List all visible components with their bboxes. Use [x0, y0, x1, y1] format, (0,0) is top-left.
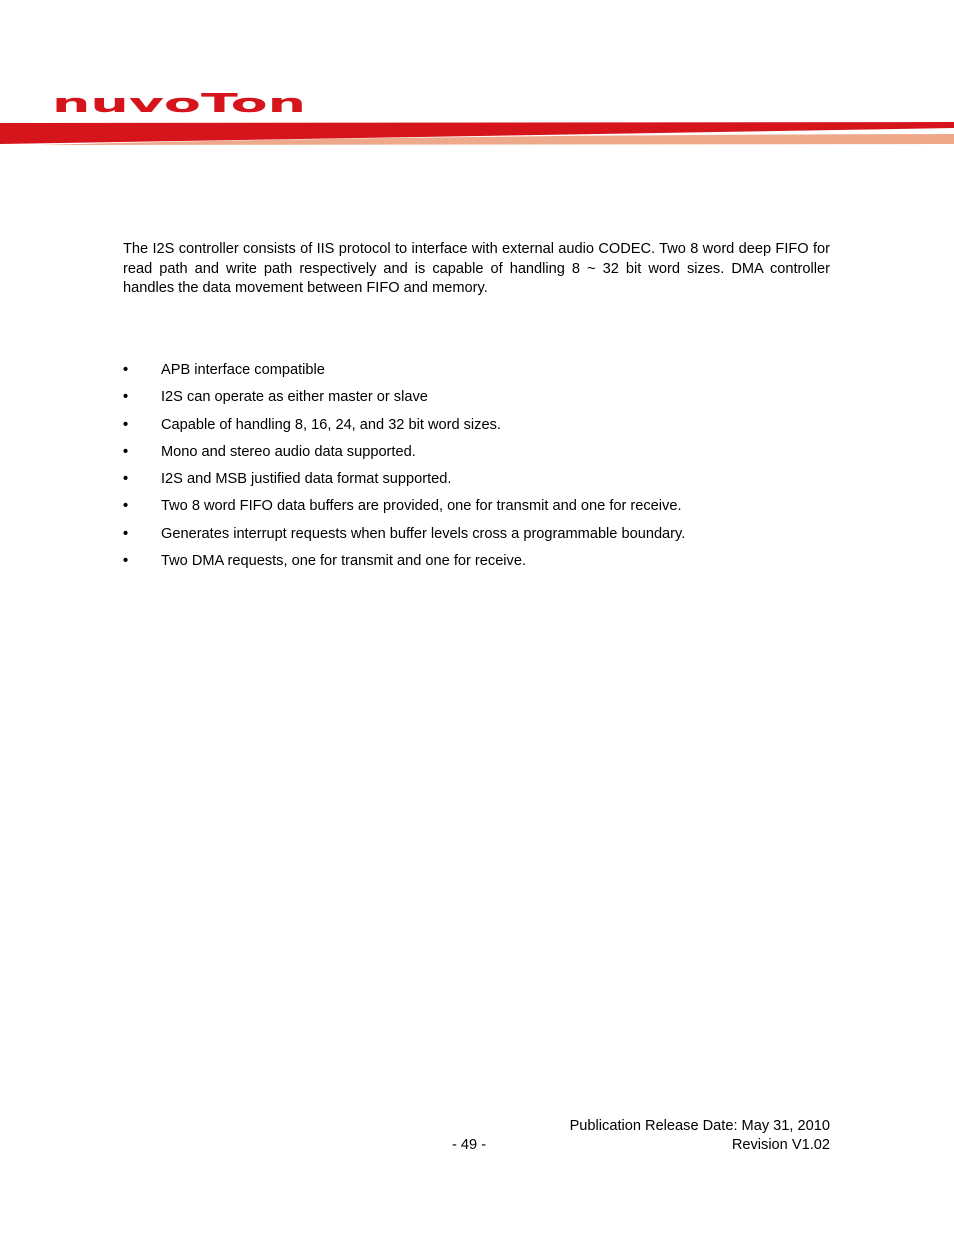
- feature-text: Capable of handling 8, 16, 24, and 32 bit word sizes.: [161, 416, 501, 433]
- feature-text: I2S and MSB justified data format supported.: [161, 471, 452, 488]
- publication-date: Publication Release Date: May 31, 2010: [569, 1118, 830, 1134]
- revision: Revision V1.02: [731, 1137, 830, 1153]
- feature-text: Two DMA requests, one for transmit and one for receive.: [161, 553, 527, 570]
- bullet-icon: •: [123, 362, 129, 378]
- bullet-icon: •: [123, 498, 129, 515]
- header-banner: [0, 118, 954, 148]
- page-number: - 49 -: [452, 1137, 487, 1153]
- list-item: [123, 415, 830, 442]
- intro-paragraph: The I2S controller consists of IIS protocol to interface with external audio CODEC. Two 8 word deep FIFO for read path and write path respectively and is capable of handling 8 ~ 32 bit word sizes. DMA controller handles the data movement between FIFO and memory.: [123, 241, 830, 296]
- list-item: [123, 387, 830, 414]
- bullet-icon: •: [123, 471, 129, 488]
- feature-list: [123, 360, 830, 578]
- bullet-icon: •: [123, 443, 129, 460]
- feature-text: Two 8 word FIFO data buffers are provided, one for transmit and one for receive.: [161, 498, 682, 515]
- feature-text: I2S can operate as either master or slave: [161, 389, 428, 406]
- list-item: [123, 442, 830, 469]
- list-item: [123, 360, 830, 387]
- feature-text: Mono and stereo audio data supported.: [161, 443, 416, 460]
- svg-text:nuvoTon: nuvoTon: [52, 92, 306, 116]
- list-item: [123, 551, 830, 578]
- list-item: [123, 469, 830, 496]
- bullet-icon: •: [123, 553, 129, 570]
- bullet-icon: •: [123, 525, 129, 542]
- feature-text: Generates interrupt requests when buffer levels cross a programmable boundary.: [161, 525, 686, 542]
- list-item: [123, 496, 830, 523]
- nuvoton-logo: [52, 92, 308, 116]
- feature-text: APB interface compatible: [161, 362, 325, 378]
- bullet-icon: •: [123, 389, 129, 406]
- list-item: [123, 524, 830, 551]
- bullet-icon: •: [123, 416, 129, 433]
